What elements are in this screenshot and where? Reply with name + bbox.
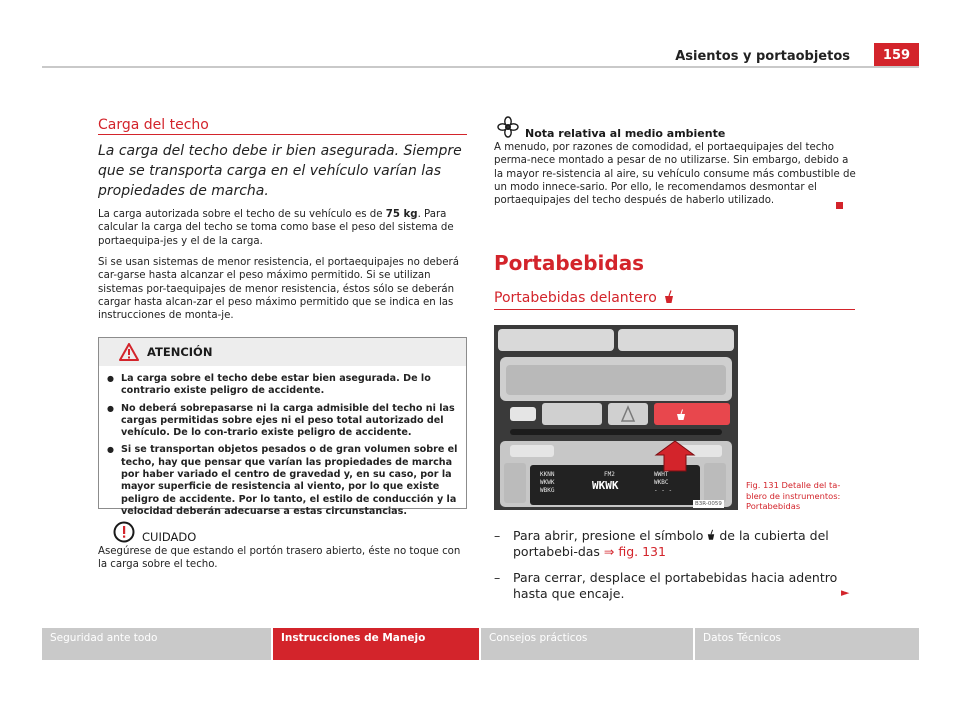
footer-tab-practical-tips[interactable]: Consejos prácticos	[489, 632, 588, 644]
preset-label: - - -	[654, 487, 673, 494]
end-of-section-marker	[836, 202, 843, 209]
figure-caption: Fig. 131 Detalle del ta-blero de instrumentos: Portabebidas	[746, 480, 841, 511]
intro-text: La carga del techo debe ir bien asegurada. Siempre que se transporta carga en el vehículo varían las propiedades de marcha.	[98, 143, 462, 199]
caution-text: Asegúrese de que estando el portón trasero abierto, éste no toque con la carga sobre el techo.	[98, 546, 461, 571]
paragraph-load-limit-c: . Para calcular la carga del techo se toma como base el peso del sistema de portaequipa-jes y el de la carga.	[98, 209, 454, 247]
load-value: 75 kg	[385, 209, 418, 220]
section-heading-rule	[98, 134, 467, 135]
section-heading-roof-load: Carga del techo	[98, 117, 209, 133]
figure-reference-link[interactable]: ⇒ fig. 131	[603, 544, 666, 559]
warning-box	[98, 337, 467, 517]
warning-item: ● Si se transportan objetos pesados o de gran volumen sobre el techo, hay que pensar que varían las propiedades de marcha por haber variado el centro de gravedad y, en su caso, por la mayor superficie de resistencia al viento, por lo que existe peligro de accidente. Por lo tanto, el estilo de conducción y la velocidad deberán adecuarse a estas circunstancias.	[107, 444, 462, 518]
environment-note-text: A menudo, por razones de comodidad, el portaequipajes del techo perma-nece montado a pesar de no utilizarse. Sin embargo, debido a la mayor re-sistencia al aire, su vehículo consume más combustible de un modo innece-sario. Por ello, le recomendamos desmontar el portaequipajes del techo después de haberlo utilizado.	[494, 142, 856, 207]
cupholder-button-icon	[676, 409, 686, 421]
section-heading-front-cupholder	[494, 290, 674, 306]
step-close: Para cerrar, desplace el portabebidas hacia adentro hasta que encaje.	[513, 570, 838, 601]
section-heading-front-cupholder-text: Portabebidas delantero	[494, 290, 657, 306]
preset-label: WKWK	[540, 479, 555, 486]
footer-tab-operating-instructions[interactable]: Instrucciones de Manejo	[273, 628, 479, 660]
step-open	[513, 528, 858, 560]
running-header-title: Asientos y portaobjetos	[675, 49, 850, 64]
step-dash: –	[494, 570, 501, 585]
caution-title: CUIDADO	[142, 530, 197, 544]
footer-tab-safety[interactable]: Seguridad ante todo	[50, 632, 158, 644]
environment-flower-icon	[497, 116, 519, 138]
preset-label: WWHT	[654, 471, 669, 478]
paragraph-load-limit-a: La carga autorizada sobre el techo de su vehículo es de	[98, 209, 386, 220]
header-rule	[42, 66, 919, 68]
caution-icon	[113, 521, 135, 543]
warning-triangle-icon	[119, 343, 139, 361]
warning-title: ATENCIÓN	[147, 345, 213, 359]
figure-code: B3R-0059	[695, 501, 722, 507]
preset-label: WKBC	[654, 479, 669, 486]
paragraph-lower-resistance: Si se usan sistemas de menor resistencia, el portaequipajes no deberá car-garse hasta alcanzar el peso máximo permitido. Si se utilizan sistemas por-taequipajes de menor resistencia, éstos sólo se deberán cargar hasta alcan-zar el peso máximo permitido que se indica en las instrucciones de monta-je.	[98, 257, 459, 322]
warning-item: ● No deberá sobrepasarse ni la carga admisible del techo ni las cargas permitidas sobre ejes ni el peso total autorizado del vehículo. De lo con-trario existe peligro de accidente.	[107, 403, 462, 440]
step-open-text-a: Para abrir, presione el símbolo	[513, 528, 708, 543]
warning-item: ● La carga sobre el techo debe estar bien asegurada. De lo contrario existe peligro de accidente.	[107, 373, 462, 398]
radio-station-label: WKWK	[592, 479, 619, 492]
radio-band-label: FM2	[604, 471, 615, 478]
environment-note-title: Nota relativa al medio ambiente	[525, 127, 726, 140]
section-heading-rule	[494, 309, 855, 310]
page-number: 159	[874, 43, 919, 68]
warning-list	[107, 373, 462, 523]
cupholder-symbol-icon	[664, 290, 674, 304]
preset-label: KKNN	[540, 471, 555, 478]
radio-presets-left	[540, 471, 554, 495]
footer-tab-technical-data[interactable]: Datos Técnicos	[703, 632, 781, 644]
paragraph-load-limit	[98, 208, 469, 248]
radio-presets-right	[654, 471, 672, 495]
continue-arrow-icon: ►	[841, 586, 850, 599]
step-open-text-b: de la cubierta del portabebi-das	[513, 528, 829, 559]
chapter-heading: Portabebidas	[494, 251, 645, 275]
step-dash: –	[494, 528, 501, 543]
preset-label: WBKG	[540, 487, 555, 494]
figure-dashboard-cupholder	[494, 325, 738, 510]
footer-nav	[42, 628, 919, 660]
